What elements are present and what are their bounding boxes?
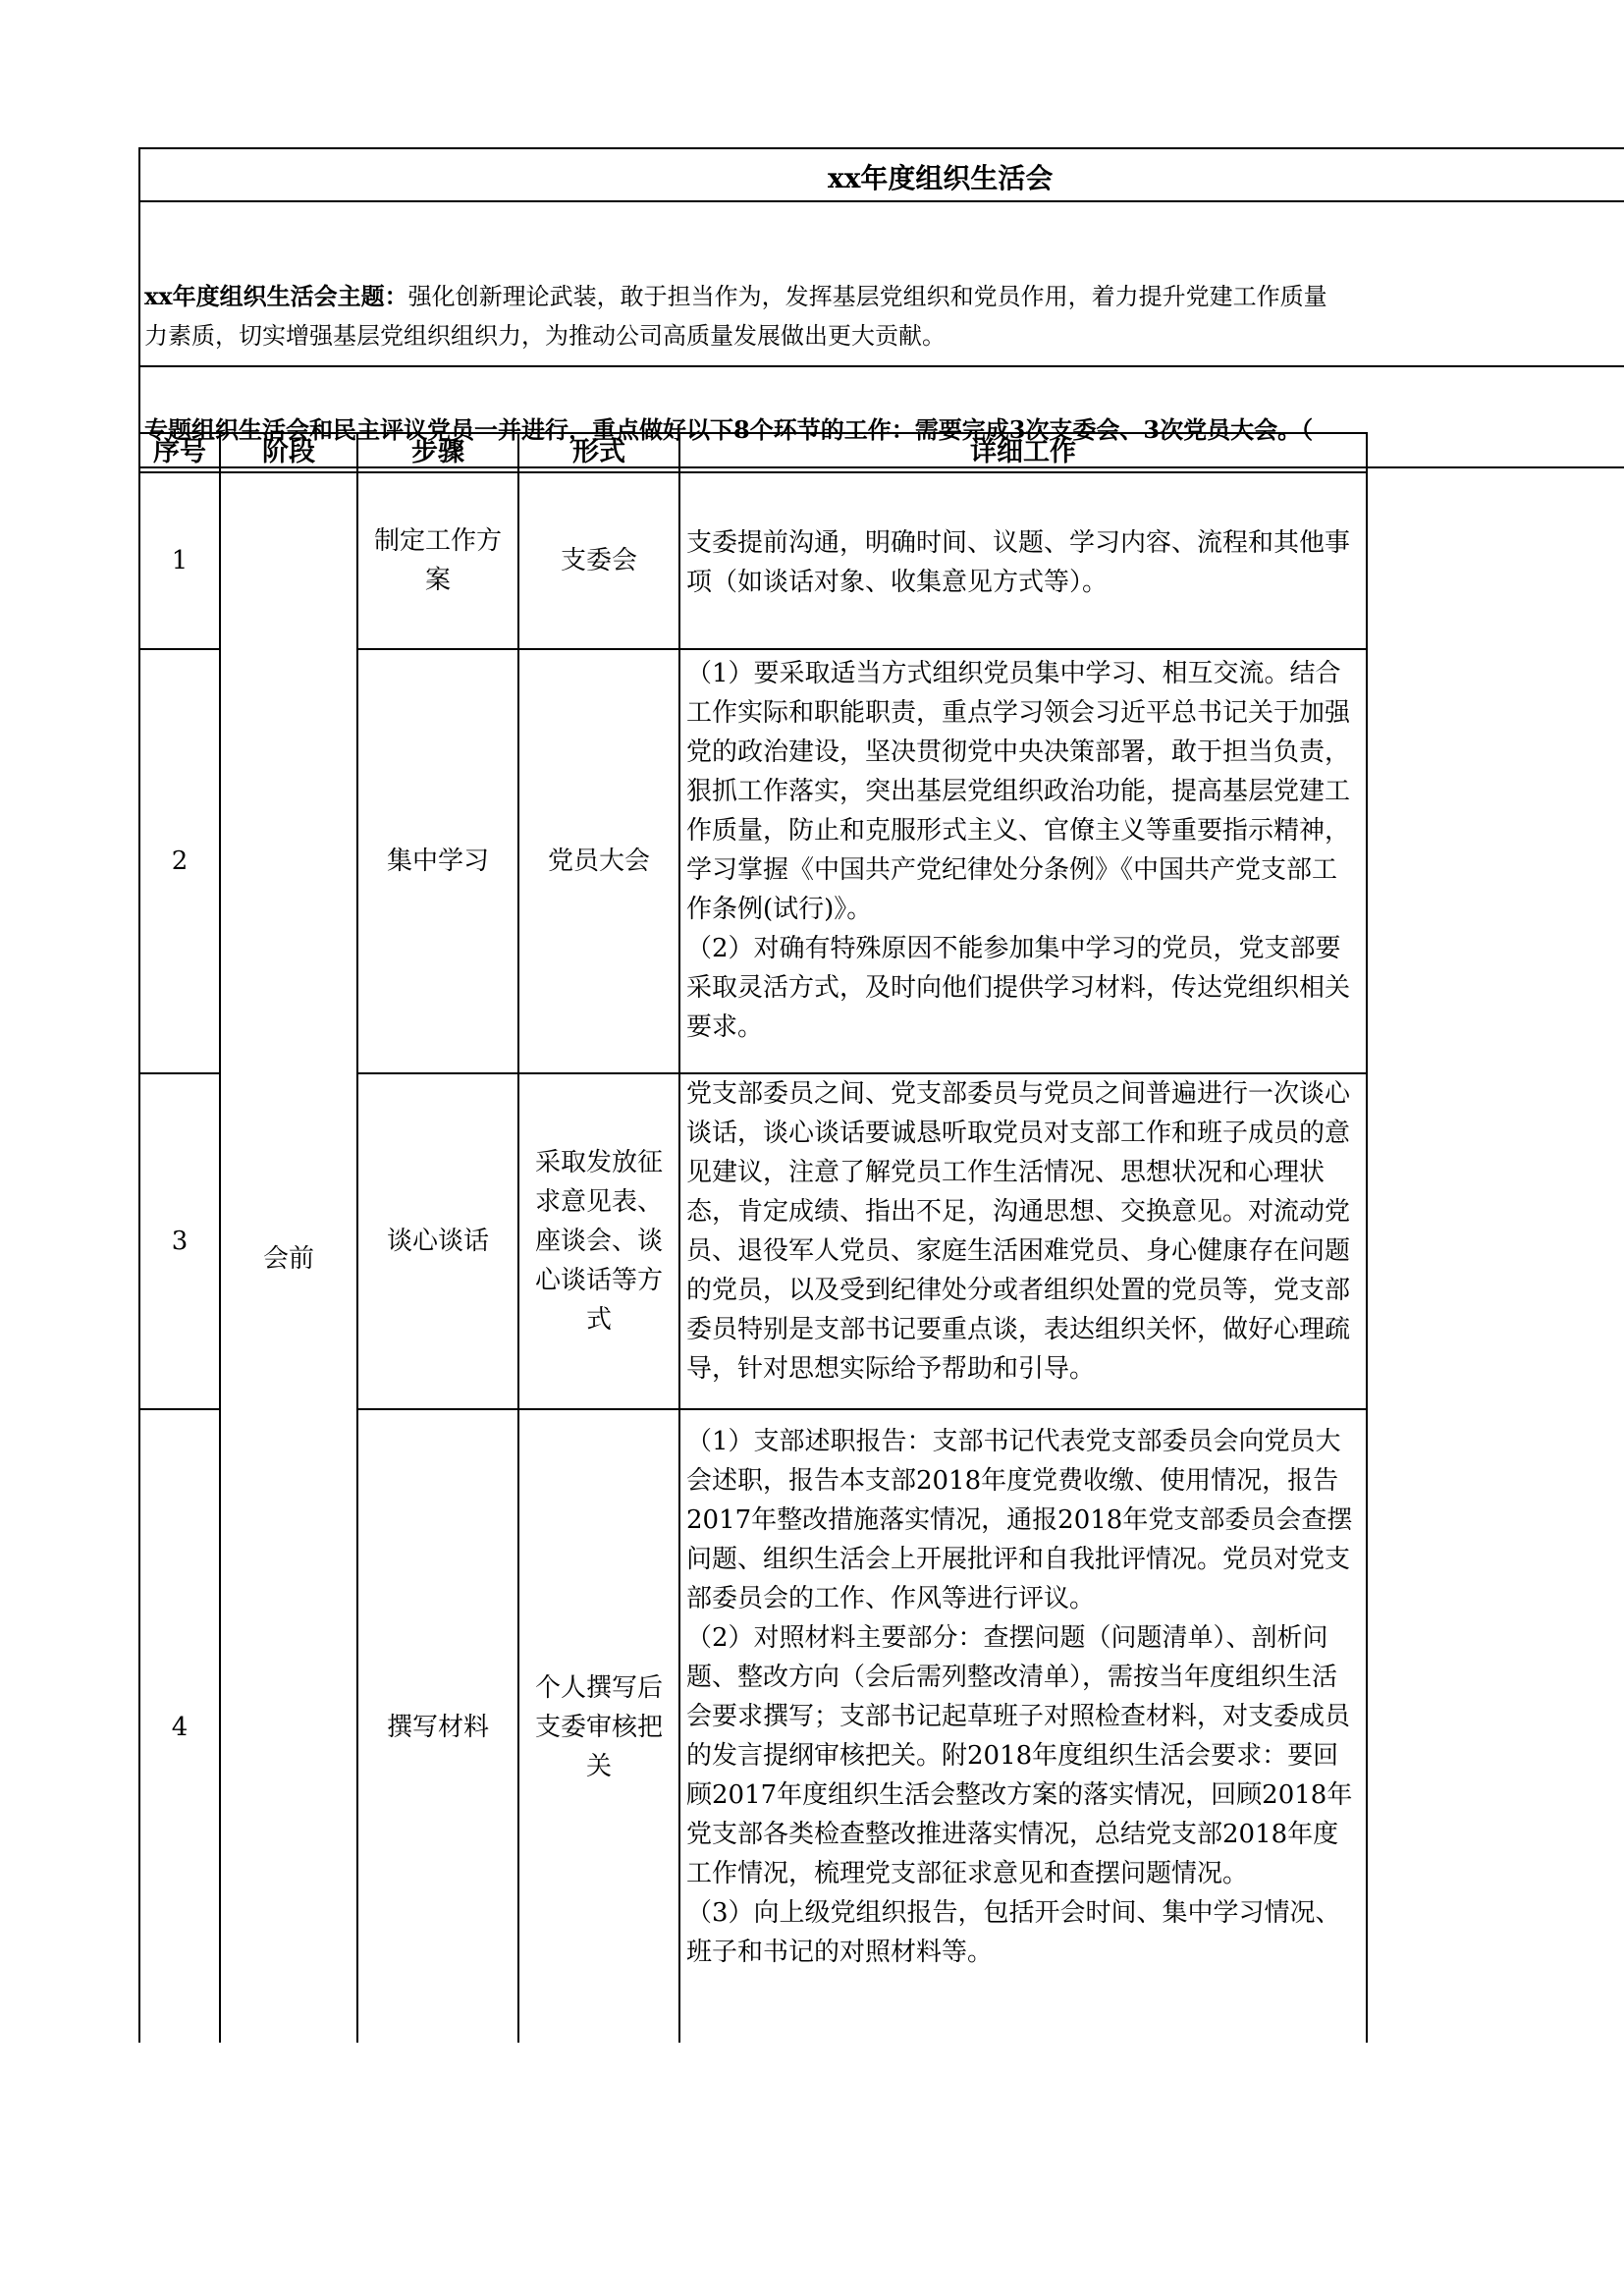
stage-cell <box>220 472 357 2043</box>
detail-paragraph: （1）支部述职报告：支部书记代表党支部委员会向党员大会述职，报告本支部2018年度党费收缴、使用情况，报告2017年整改措施落实情况，通报2018年党支部委员会查摆问题、组织生活会上开展批评和自我批评情况。党员对党支部委员会的工作、作风等进行评议。 <box>686 1427 1353 1613</box>
detail-paragraph: 党支部委员之间、党支部委员与党员之间普遍进行一次谈心谈话，谈心谈话要诚恳听取党员对支部工作和班子成员的意见建议，注意了解党员工作生活情况、思想状况和心理状态，肯定成绩、指出不足，沟通思想、交换意见。对流动党员、退役军人党员、家庭生活困难党员、身心健康存在问题的党员，以及受到纪律处分或者组织处置的党员等，党支部委员特别是支部书记要重点谈，表达组织关怀，做好心理疏导，针对思想实际给予帮助和引导。 <box>686 1079 1351 1384</box>
detail-paragraph: （3）向上级党组织报告，包括开会时间、集中学习情况、班子和书记的对照材料等。 <box>686 1898 1341 1967</box>
theme-label: xx年度组织生活会主题： <box>144 282 408 310</box>
row-form <box>518 1409 679 2043</box>
theme-line-2: 力素质，切实增强基层党组织组织力，为推动公司高质量发展做出更大贡献。 <box>144 322 946 350</box>
row-step: 谈心谈话 <box>357 1073 518 1409</box>
header-detail: 详细工作 <box>679 433 1367 472</box>
row-form: 支委会 <box>518 472 679 649</box>
page-title: xx年度组织生活会 <box>828 162 1054 194</box>
header-no: 序号 <box>139 433 220 472</box>
detail-text <box>686 1074 1360 1389</box>
row-step: 撰写材料 <box>357 1409 518 2043</box>
divider <box>138 365 1624 367</box>
form-text: 个人撰写后支委审核把关 <box>534 1673 663 1781</box>
row-no: 1 <box>139 472 220 649</box>
theme-section <box>138 200 1624 468</box>
detail-paragraph: （2）对确有特殊原因不能参加集中学习的党员，党支部要采取灵活方式，及时向他们提供学习材料，传达党组织相关要求。 <box>686 934 1351 1042</box>
stage-label: 会前 <box>262 1244 314 1274</box>
detail-paragraph: 支委提前沟通，明确时间、议题、学习内容、流程和其他事项（如谈话对象、收集意见方式等）。 <box>686 528 1351 597</box>
row-step: 集中学习 <box>357 649 518 1073</box>
form-text: 采取发放征求意见表、座谈会、谈心谈话等方式 <box>534 1148 663 1335</box>
detail-text <box>686 1410 1360 1972</box>
row-detail <box>679 1073 1367 1409</box>
header-form: 形式 <box>518 433 679 472</box>
table-row <box>139 472 1367 649</box>
row-form: 党员大会 <box>518 649 679 1073</box>
note-line: 专题组织生活会和民主评议党员一并进行，重点做好以下8个环节的工作：需要完成3次支委会、3次党员大会。（ <box>144 415 1314 444</box>
row-detail <box>679 649 1367 1073</box>
header-step: 步骤 <box>357 433 518 472</box>
detail-text <box>686 519 1360 602</box>
table-header-row <box>139 433 1367 472</box>
spreadsheet-page <box>138 147 1624 2043</box>
theme-text-1: 强化创新理论武装，敢于担当作为，发挥基层党组织和党员作用，着力提升党建工作质量 <box>407 283 1327 310</box>
row-no: 3 <box>139 1073 220 1409</box>
detail-paragraph: （1）要采取适当方式组织党员集中学习、相互交流。结合工作实际和职能职责，重点学习领会习近平总书记关于加强党的政治建设，坚决贯彻党中央决策部署，敢于担当负责，狠抓工作落实，突出基层党组织政治功能，提高基层党建工作质量，防止和克服形式主义、官僚主义等重要指示精神，学习掌握《中国共产党纪律处分条例》《中国共产党支部工作条例(试行)》。 <box>686 659 1351 924</box>
work-table <box>138 432 1368 2043</box>
row-step <box>357 472 518 649</box>
row-form <box>518 1073 679 1409</box>
step-text: 制定工作方案 <box>373 526 502 595</box>
detail-text <box>686 650 1360 1047</box>
row-detail <box>679 1409 1367 2043</box>
row-no: 2 <box>139 649 220 1073</box>
detail-paragraph: （2）对照材料主要部分：查摆问题（问题清单）、剖析问题、整改方向（会后需列整改清单），需按当年度组织生活会要求撰写；支部书记起草班子对照检查材料，对支委成员的发言提纲审核把关。附2018年度组织生活会要求：要回顾2017年度组织生活会整改方案的落实情况，回顾2018年党支部各类检查整改推进落实情况，总结党支部2018年度工作情况，梳理党支部征求意见和查摆问题情况。 <box>686 1623 1353 1888</box>
row-detail <box>679 472 1367 649</box>
header-stage: 阶段 <box>220 433 357 472</box>
title-row <box>138 147 1624 202</box>
row-no: 4 <box>139 1409 220 2043</box>
theme-line-1 <box>144 277 1327 311</box>
